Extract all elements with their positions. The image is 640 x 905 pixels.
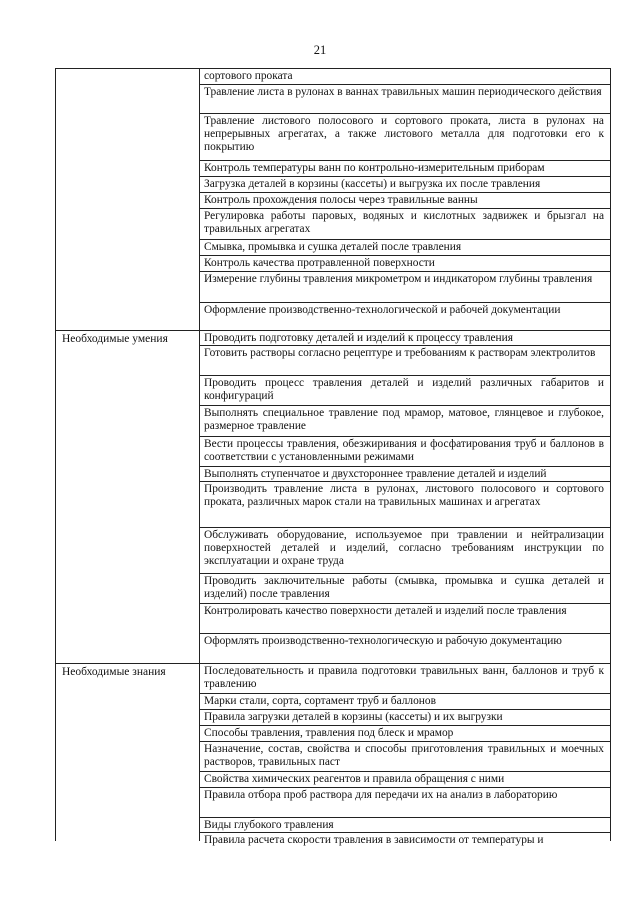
table-row: Правила расчета скорости травления в зависимости от температуры и [204, 834, 544, 846]
page-number: 21 [313, 43, 327, 57]
table-row: Травление листового полосового и сортового проката, листа в рулонах на непрерывных агрегатах, а также листового металла для подготовки его к покрытию [200, 114, 610, 161]
table-row: сортового проката [200, 69, 610, 85]
table-row: Контролировать качество поверхности деталей и изделий после травления [200, 604, 610, 634]
table-row: Оформлять производственно-технологическую и рабочую документацию [204, 635, 562, 647]
table-row: Правила отбора проб раствора для передачи их на анализ в лабораторию [200, 788, 610, 818]
table-row: Регулировка работы паровых, водяных и кислотных задвижек и брызгал на травильных агрегатах [200, 209, 610, 240]
table-row: Оформление производственно-технологической и рабочей документации [204, 304, 561, 316]
table-row: Контроль температуры ванн по контрольно-измерительным приборам [200, 161, 610, 177]
competency-table [55, 68, 611, 846]
table-row: Проводить подготовку деталей и изделий к процессу травления [200, 331, 610, 346]
table-row: Производить травление листа в рулонах, листового полосового и сортового проката, различных марок стали на травильных машинах и агрегатах [200, 482, 610, 528]
table-row: Последовательность и правила подготовки травильных ванн, баллонов и труб к травлению [200, 664, 610, 694]
section-items [200, 69, 610, 333]
table-row: Травление листа в рулонах в ваннах травильных машин периодического действия [200, 85, 610, 114]
table-row: Загрузка деталей в корзины (кассеты) и выгрузка их после травления [200, 177, 610, 193]
table-row: Свойства химических реагентов и правила обращения с ними [200, 772, 610, 788]
table-row: Выполнять ступенчатое и двухстороннее травление деталей и изделий [200, 467, 610, 482]
table-row: Смывка, промывка и сушка деталей после травления [200, 240, 610, 256]
table-row: Обслуживать оборудование, используемое при травлении и нейтрализации поверхностей деталей и изделий, согласно требованиям инструкции по эксплуатации и охране труда [200, 528, 610, 574]
table-row: Выполнять специальное травление под мрамор, матовое, глянцевое и глубокое, размерное травление [200, 406, 610, 437]
table-row: Правила загрузки деталей в корзины (кассеты) и их выгрузки [200, 710, 610, 726]
table-row: Вести процессы травления, обезжиривания и фосфатирования труб и баллонов в соответствии с установленными режимами [200, 437, 610, 467]
section-items [200, 664, 610, 848]
table-row: Способы травления, травления под блеск и мрамор [200, 726, 610, 742]
table-row: Готовить растворы согласно рецептуре и требованиям к растворам электролитов [200, 346, 610, 376]
table-row: Измерение глубины травления микрометром и индикатором глубины травления [200, 272, 610, 303]
table-row: Назначение, состав, свойства и способы приготовления травильных и моечных растворов, травильных паст [200, 742, 610, 772]
table-row: Проводить процесс травления деталей и изделий различных габаритов и конфигураций [200, 376, 610, 406]
table-row: Контроль прохождения полосы через травильные ванны [200, 193, 610, 209]
table-row: Марки стали, сорта, сортамент труб и баллонов [200, 694, 610, 710]
table-row: Виды глубокого травления [200, 818, 610, 833]
table-row: Проводить заключительные работы (смывка, промывка и сушка деталей и изделий) после травления [200, 574, 610, 604]
table-row: Контроль качества протравленной поверхности [200, 256, 610, 272]
section-items [200, 331, 610, 664]
section-label: Необходимые знания [62, 666, 166, 678]
section-label: Необходимые умения [62, 333, 168, 345]
